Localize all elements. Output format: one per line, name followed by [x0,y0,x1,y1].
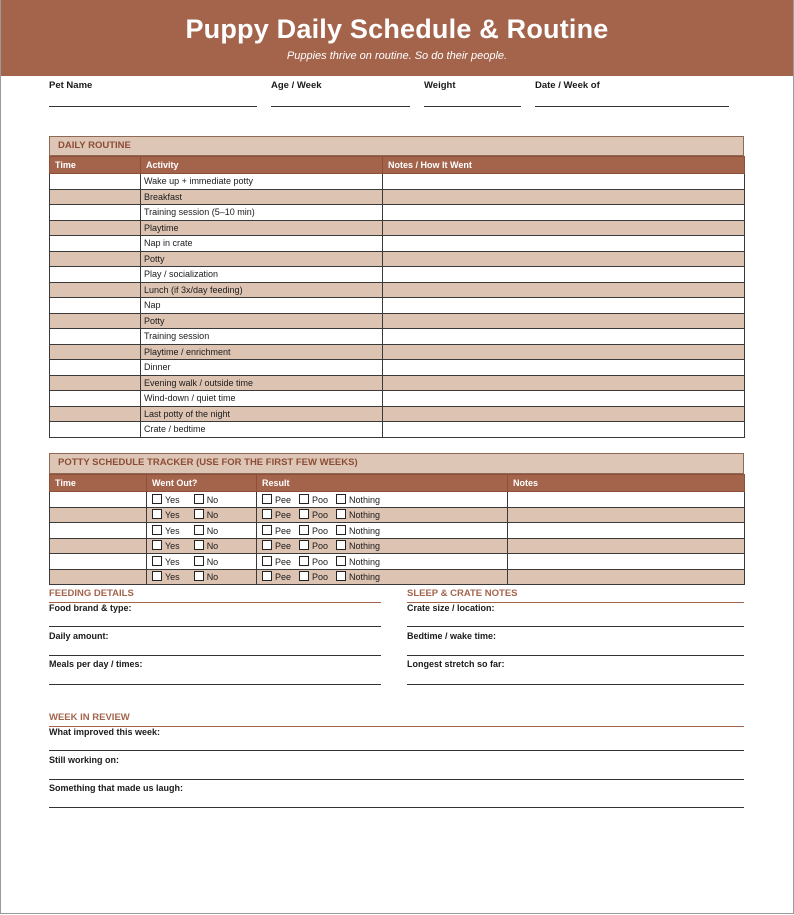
routine-notes-cell[interactable] [383,189,745,205]
option-poo[interactable] [299,571,328,582]
checkbox-icon[interactable] [336,556,346,566]
potty-col-time: Time [50,475,147,492]
checkbox-icon[interactable] [194,571,204,581]
option-label: Yes [165,494,180,505]
potty-notes-cell[interactable] [508,492,745,508]
option-label: Yes [165,556,180,567]
checkbox-icon[interactable] [336,494,346,504]
potty-went-out-cell [147,507,257,523]
potty-time-cell[interactable] [50,538,147,554]
page-title: Puppy Daily Schedule & Routine [185,14,609,44]
crate-size-field[interactable] [407,603,744,627]
potty-result-cell [257,507,508,523]
routine-row [50,344,745,360]
checkbox-icon[interactable] [299,556,309,566]
routine-notes-cell[interactable] [383,391,745,407]
potty-result-cell [257,554,508,570]
potty-notes-cell[interactable] [508,569,745,585]
option-yes[interactable] [152,540,180,551]
option-no[interactable] [194,509,219,520]
option-poo[interactable] [299,525,328,536]
date-week-label: Date / Week of [535,80,600,91]
checkbox-icon[interactable] [299,571,309,581]
option-label: Poo [312,556,329,567]
routine-notes-cell[interactable] [383,205,745,221]
meals-per-day-label: Meals per day / times: [49,659,143,669]
routine-row [50,329,745,345]
checkbox-icon[interactable] [262,509,272,519]
routine-time-cell[interactable] [50,375,141,391]
age-week-label: Age / Week [271,80,322,91]
routine-time-cell[interactable] [50,174,141,190]
option-nothing[interactable] [336,556,380,567]
checkbox-icon[interactable] [152,525,162,535]
routine-row [50,205,745,221]
age-week-field[interactable] [271,80,410,107]
routine-notes-cell[interactable] [383,313,745,329]
routine-notes-cell[interactable] [383,174,745,190]
potty-result-cell [257,492,508,508]
potty-went-out-cell [147,492,257,508]
routine-row [50,422,745,438]
option-no[interactable] [194,556,219,567]
option-poo[interactable] [299,556,328,567]
checkbox-icon[interactable] [262,556,272,566]
bedtime-field[interactable] [407,631,744,656]
option-no[interactable] [194,525,219,536]
improved-label: What improved this week: [49,727,161,737]
option-label: Pee [275,572,292,583]
routine-notes-cell[interactable] [383,251,745,267]
routine-time-cell[interactable] [50,344,141,360]
review-heading: WEEK IN REVIEW [49,712,744,727]
potty-col-result: Result [257,475,508,492]
routine-activity-cell: Breakfast [141,189,383,205]
option-nothing[interactable] [336,494,380,505]
option-no[interactable] [194,540,219,551]
routine-notes-cell[interactable] [383,360,745,376]
potty-tracker-heading [49,453,744,474]
routine-notes-cell[interactable] [383,329,745,345]
improved-field[interactable] [49,727,744,751]
option-label: Pee [275,525,292,536]
option-poo[interactable] [299,509,328,520]
option-label: Nothing [349,556,381,567]
checkbox-icon[interactable] [194,494,204,504]
checkbox-icon[interactable] [194,509,204,519]
option-label: No [206,510,219,521]
routine-activity-cell: Wind-down / quiet time [141,391,383,407]
option-label: No [206,541,219,552]
option-yes[interactable] [152,571,180,582]
routine-notes-cell[interactable] [383,406,745,422]
potty-row [50,492,745,508]
daily-routine-table [49,156,745,438]
checkbox-icon[interactable] [194,556,204,566]
checkbox-icon[interactable] [336,509,346,519]
potty-time-cell[interactable] [50,523,147,539]
option-label: Pee [275,541,292,552]
option-label: Pee [275,510,292,521]
potty-time-cell[interactable] [50,492,147,508]
option-pee[interactable] [262,525,291,536]
checkbox-icon[interactable] [152,540,162,550]
potty-row [50,507,745,523]
checkbox-icon[interactable] [262,540,272,550]
routine-row [50,282,745,298]
potty-result-cell [257,523,508,539]
daily-amount-label: Daily amount: [49,631,109,641]
routine-time-cell[interactable] [50,251,141,267]
checkbox-icon[interactable] [299,494,309,504]
potty-result-cell [257,538,508,554]
potty-went-out-cell [147,538,257,554]
option-yes[interactable] [152,509,180,520]
option-pee[interactable] [262,556,291,567]
option-label: No [206,525,219,536]
checkbox-icon[interactable] [194,525,204,535]
food-brand-label: Food brand & type: [49,603,132,613]
potty-row [50,569,745,585]
option-label: Yes [165,572,180,583]
potty-time-cell[interactable] [50,507,147,523]
header-banner [1,0,793,76]
weight-label: Weight [424,80,456,91]
routine-time-cell[interactable] [50,406,141,422]
routine-activity-cell: Lunch (if 3x/day feeding) [141,282,383,298]
routine-activity-cell: Potty [141,251,383,267]
option-label: Poo [312,525,329,536]
routine-time-cell[interactable] [50,298,141,314]
potty-notes-cell[interactable] [508,507,745,523]
option-label: No [206,494,219,505]
checkbox-icon[interactable] [336,525,346,535]
routine-time-cell[interactable] [50,360,141,376]
option-label: Yes [165,541,180,552]
option-pee[interactable] [262,571,291,582]
routine-notes-cell[interactable] [383,282,745,298]
routine-time-cell[interactable] [50,422,141,438]
option-nothing[interactable] [336,525,380,536]
routine-time-cell[interactable] [50,267,141,283]
routine-activity-cell: Playtime / enrichment [141,344,383,360]
option-yes[interactable] [152,494,180,505]
potty-time-cell[interactable] [50,554,147,570]
daily-amount-field[interactable] [49,631,381,656]
checkbox-icon[interactable] [194,540,204,550]
routine-time-cell[interactable] [50,236,141,252]
meals-per-day-field[interactable] [49,659,381,685]
routine-activity-cell: Playtime [141,220,383,236]
routine-activity-cell: Wake up + immediate potty [141,174,383,190]
routine-time-cell[interactable] [50,282,141,298]
routine-row [50,236,745,252]
checkbox-icon[interactable] [152,494,162,504]
potty-notes-cell[interactable] [508,554,745,570]
checkbox-icon[interactable] [152,509,162,519]
potty-time-cell[interactable] [50,569,147,585]
daily-routine-heading [49,136,744,156]
option-label: Poo [312,494,329,505]
bedtime-label: Bedtime / wake time: [407,631,497,641]
potty-went-out-cell [147,554,257,570]
routine-notes-cell[interactable] [383,344,745,360]
routine-row [50,360,745,376]
checkbox-icon[interactable] [262,571,272,581]
routine-activity-cell: Training session (5–10 min) [141,205,383,221]
potty-row [50,523,745,539]
option-nothing[interactable] [336,571,380,582]
potty-notes-cell[interactable] [508,523,745,539]
option-pee[interactable] [262,509,291,520]
option-pee[interactable] [262,494,291,505]
routine-notes-cell[interactable] [383,236,745,252]
option-label: Pee [275,556,292,567]
routine-activity-cell: Nap in crate [141,236,383,252]
checkbox-icon[interactable] [152,571,162,581]
routine-activity-cell: Potty [141,313,383,329]
routine-row [50,220,745,236]
option-label: Nothing [349,510,381,521]
option-pee[interactable] [262,540,291,551]
potty-row [50,554,745,570]
routine-activity-cell: Last potty of the night [141,406,383,422]
option-no[interactable] [194,571,219,582]
working-on-label: Still working on: [49,755,119,765]
potty-went-out-cell [147,523,257,539]
routine-notes-cell[interactable] [383,298,745,314]
option-label: No [206,556,219,567]
routine-row [50,375,745,391]
checkbox-icon[interactable] [336,540,346,550]
checkbox-icon[interactable] [152,556,162,566]
routine-row [50,313,745,329]
routine-row [50,267,745,283]
option-label: No [206,572,219,583]
checkbox-icon[interactable] [299,509,309,519]
potty-col-notes: Notes [508,475,745,492]
working-on-field[interactable] [49,755,744,780]
routine-time-cell[interactable] [50,313,141,329]
routine-row [50,189,745,205]
feeding-heading: FEEDING DETAILS [49,588,381,603]
crate-size-label: Crate size / location: [407,603,495,613]
option-label: Poo [312,541,329,552]
option-label: Nothing [349,572,381,583]
routine-notes-cell[interactable] [383,267,745,283]
routine-activity-cell: Dinner [141,360,383,376]
checkbox-icon[interactable] [262,494,272,504]
option-poo[interactable] [299,540,328,551]
potty-result-cell [257,569,508,585]
routine-time-cell[interactable] [50,391,141,407]
option-label: Pee [275,494,292,505]
laugh-label: Something that made us laugh: [49,783,184,793]
option-yes[interactable] [152,556,180,567]
sleep-heading: SLEEP & CRATE NOTES [407,588,744,603]
laugh-field[interactable] [49,783,744,808]
checkbox-icon[interactable] [262,525,272,535]
routine-activity-cell: Crate / bedtime [141,422,383,438]
routine-activity-cell: Evening walk / outside time [141,375,383,391]
routine-col-time: Time [50,157,141,174]
option-label: Nothing [349,541,381,552]
routine-time-cell[interactable] [50,220,141,236]
option-poo[interactable] [299,494,328,505]
weight-field[interactable] [424,80,521,107]
routine-col-notes: Notes / How It Went [383,157,745,174]
option-label: Nothing [349,494,381,505]
routine-row [50,174,745,190]
routine-notes-cell[interactable] [383,220,745,236]
longest-stretch-field[interactable] [407,659,744,685]
option-nothing[interactable] [336,540,380,551]
routine-notes-cell[interactable] [383,422,745,438]
option-label: Yes [165,525,180,536]
pet-name-field[interactable] [49,80,257,107]
potty-col-went-out: Went Out? [147,475,257,492]
routine-row [50,391,745,407]
checkbox-icon[interactable] [299,540,309,550]
option-no[interactable] [194,494,219,505]
longest-stretch-label: Longest stretch so far: [407,659,505,669]
routine-notes-cell[interactable] [383,375,745,391]
date-week-field[interactable] [535,80,729,107]
option-label: Nothing [349,525,381,536]
routine-time-cell[interactable] [50,205,141,221]
potty-tracker-table [49,474,745,585]
checkbox-icon[interactable] [299,525,309,535]
routine-row [50,251,745,267]
option-yes[interactable] [152,525,180,536]
pet-name-label: Pet Name [49,80,93,91]
page-subtitle: Puppies thrive on routine. So do their people. [286,50,508,62]
option-label: Poo [312,572,329,583]
routine-time-cell[interactable] [50,329,141,345]
potty-went-out-cell [147,569,257,585]
routine-activity-cell: Play / socialization [141,267,383,283]
routine-row [50,406,745,422]
option-nothing[interactable] [336,509,380,520]
option-label: Yes [165,510,180,521]
routine-row [50,298,745,314]
daily-routine-heading-text: DAILY ROUTINE [58,140,131,151]
food-brand-field[interactable] [49,603,381,627]
routine-col-activity: Activity [141,157,383,174]
potty-notes-cell[interactable] [508,538,745,554]
checkbox-icon[interactable] [336,571,346,581]
potty-row [50,538,745,554]
routine-activity-cell: Training session [141,329,383,345]
potty-tracker-heading-text: POTTY SCHEDULE TRACKER (USE FOR THE FIRST FEW WEEKS) [58,457,358,468]
routine-time-cell[interactable] [50,189,141,205]
routine-activity-cell: Nap [141,298,383,314]
option-label: Poo [312,510,329,521]
